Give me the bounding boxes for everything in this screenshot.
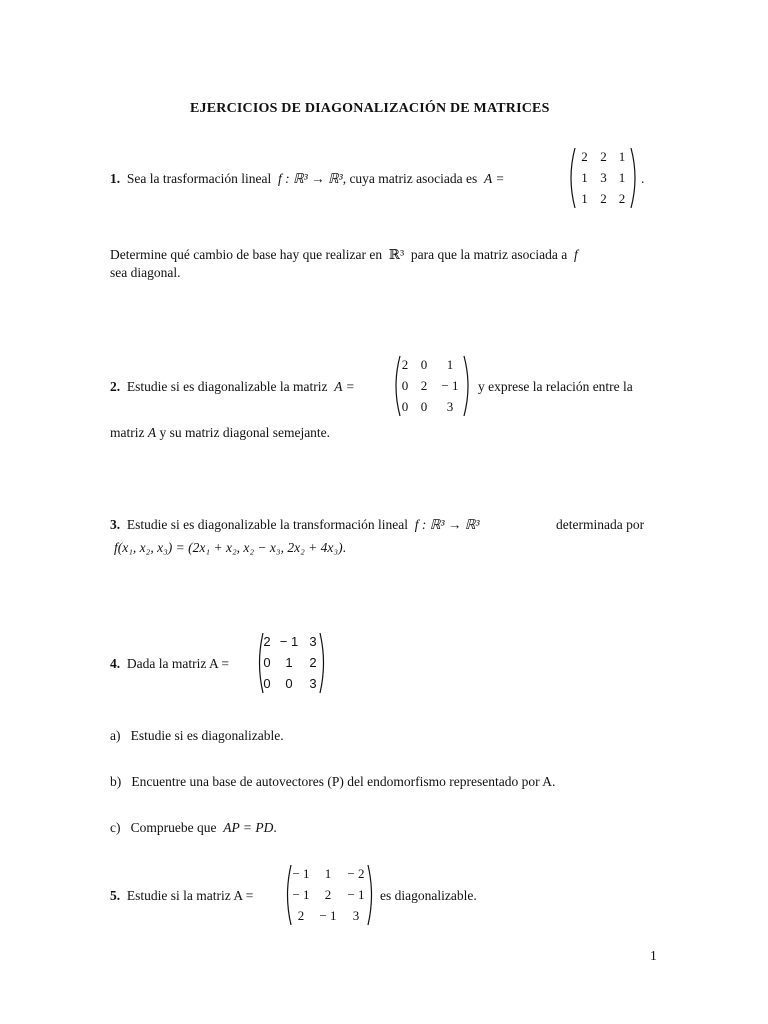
exercise-5-number: 5. <box>110 888 121 903</box>
matrix-cell: 3 <box>309 634 317 649</box>
matrix-cells <box>398 354 464 417</box>
matrix-cell: 0 <box>285 676 293 691</box>
matrix-cell: − 1 <box>347 887 365 902</box>
matrix-cell: 0 <box>263 655 271 670</box>
item-label: b) <box>110 774 122 789</box>
matrix-cells <box>575 146 631 209</box>
exercise-4-number: 4. <box>110 656 121 671</box>
exercise-3-statement <box>110 516 480 533</box>
exercise-3-map: f : ℝ³ → ℝ³ <box>414 517 480 532</box>
exercise-1-map: f : ℝ³ → ℝ³ <box>277 171 343 186</box>
question-f: f <box>573 247 578 262</box>
exercise-2-matrix-label: A = <box>334 379 355 394</box>
item-period: . <box>273 820 277 835</box>
item-label: a) <box>110 728 121 743</box>
exercise-2-number: 2. <box>110 379 121 394</box>
exercise-2-line-2 <box>110 424 330 441</box>
item-label: c) <box>110 820 121 835</box>
matrix-cell: 2 <box>581 149 588 164</box>
question-text-b: para que la matriz asociada a <box>410 247 568 262</box>
matrix-cell: 3 <box>600 170 607 185</box>
exercise-3-formula: f(x₁, x₂, x₃) = (2x₁ + x₂, x₂ − x₃, 2x₂ + 4x₃) <box>114 540 343 555</box>
exercise-4-statement <box>110 655 229 672</box>
item-math: AP = PD <box>223 820 274 835</box>
exercise-4-item-b <box>110 773 555 790</box>
matrix-cell: 0 <box>401 378 409 393</box>
matrix-cell: 1 <box>581 191 588 206</box>
exercise-5-statement <box>110 887 253 904</box>
matrix-cell: − 1 <box>441 378 459 393</box>
matrix-cell: 2 <box>297 908 305 923</box>
matrix-cell: 2 <box>600 191 607 206</box>
exercise-3-number: 3. <box>110 517 121 532</box>
line-text-b: y su matriz diagonal semejante. <box>159 425 331 440</box>
matrix-cell: 1 <box>446 357 454 372</box>
item-text: Estudie si es diagonalizable. <box>130 728 284 743</box>
matrix-cell: 0 <box>420 399 428 414</box>
exercise-1-question-line-2: sea diagonal. <box>110 265 181 280</box>
exercise-3-formula-line <box>114 539 346 556</box>
exercise-1-statement <box>110 170 505 187</box>
matrix-cell: − 2 <box>347 866 365 881</box>
exercise-2-statement <box>110 378 355 395</box>
page-title: EJERCICIOS DE DIAGONALIZACIÓN DE MATRICES <box>190 101 550 116</box>
matrix-cell: 2 <box>420 378 428 393</box>
matrix-cell: 2 <box>401 357 409 372</box>
matrix-cell: 1 <box>618 149 626 164</box>
exercise-1-period: . <box>641 171 645 186</box>
matrix-cell: 2 <box>618 191 626 206</box>
matrix-cell: 2 <box>309 655 317 670</box>
matrix-cell: 3 <box>352 908 360 923</box>
matrix-cell: 1 <box>581 170 588 185</box>
line-matrix-symbol: A <box>147 425 157 440</box>
matrix-cell: 0 <box>401 399 409 414</box>
matrix-cell: − 1 <box>319 908 337 923</box>
page-number: 1 <box>650 948 657 963</box>
question-r3: ℝ³ <box>388 247 405 262</box>
matrix-cell: 1 <box>285 655 293 670</box>
exercise-1-number: 1. <box>110 171 121 186</box>
matrix-cell: 3 <box>309 676 317 691</box>
matrix-cell: 1 <box>324 866 332 881</box>
item-text: Encuentre una base de autovectores (P) del endomorfismo representado por A. <box>131 774 556 789</box>
question-text: Determine qué cambio de base hay que realizar en <box>110 247 383 262</box>
matrix-cells <box>260 631 322 694</box>
exercise-2-text-b: y exprese la relación entre la <box>478 379 633 394</box>
matrix-cell: 2 <box>263 634 271 649</box>
matrix-cells <box>288 863 370 926</box>
matrix-cell: 3 <box>446 399 454 414</box>
matrix-cell: 2 <box>324 887 332 902</box>
item-text: Compruebe que <box>130 820 217 835</box>
exercise-3-text: Estudie si es diagonalizable la transformación lineal <box>126 517 409 532</box>
matrix-cell: 0 <box>420 357 428 372</box>
matrix-cell: − 1 <box>292 887 310 902</box>
exercise-5-text: Estudie si la matriz A = <box>126 888 254 903</box>
matrix-cell: 0 <box>263 676 271 691</box>
exercise-4-item-a <box>110 727 284 744</box>
matrix-cell: 2 <box>600 149 607 164</box>
exercise-2-text: Estudie si es diagonalizable la matriz <box>126 379 328 394</box>
matrix-cell: − 1 <box>292 866 310 881</box>
exercise-1-question-line-1 <box>110 246 578 263</box>
exercise-3-text-b: determinada por <box>556 517 645 532</box>
exercise-5-text-b: es diagonalizable. <box>380 888 477 903</box>
exercise-3-period: . <box>342 540 346 555</box>
exercise-4-item-c <box>110 819 277 836</box>
exercise-1-matrix-label: A = <box>484 171 505 186</box>
exercise-1-text-b: , cuya matriz asociada es <box>342 171 478 186</box>
matrix-cell: − 1 <box>279 634 299 649</box>
matrix-cell: 1 <box>618 170 626 185</box>
exercise-4-text: Dada la matriz A = <box>126 656 229 671</box>
exercise-1-text: Sea la trasformación lineal <box>126 171 272 186</box>
line-text: matriz <box>110 425 145 440</box>
